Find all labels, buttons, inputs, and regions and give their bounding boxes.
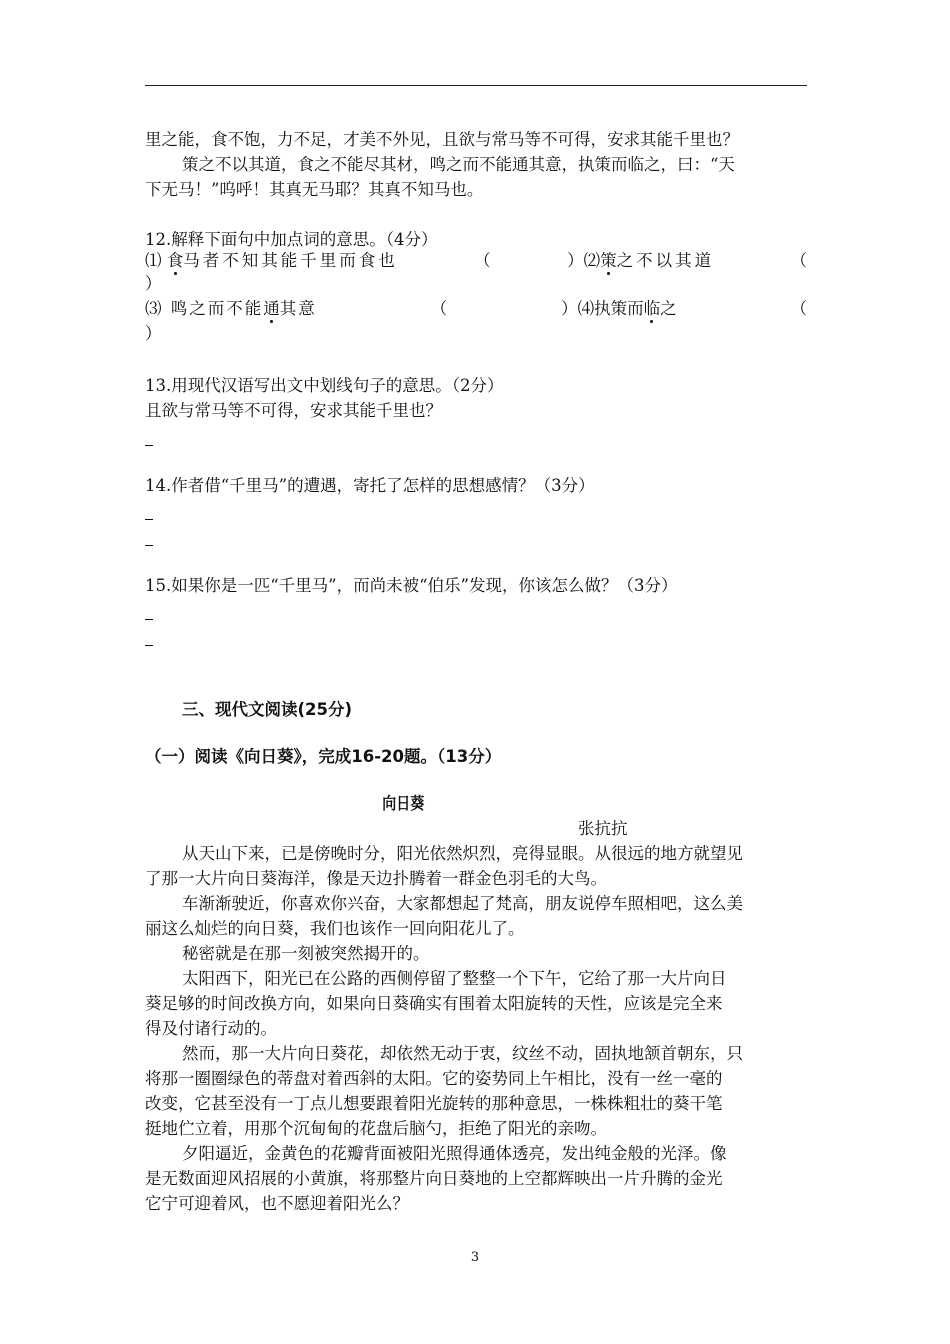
question-15-stem: 15.如果你是一匹“千里马”，而尚未被“伯乐”发现，你该怎么做？（3分） — [145, 576, 678, 595]
passage-line: 策之不以其道，食之不能尽其材，鸣之而不能通其意，执策而临之，曰：“天 — [182, 155, 735, 174]
dotted-char: 临 — [643, 299, 661, 318]
q12-paren-open: （ — [430, 299, 448, 318]
answer-blank[interactable] — [145, 445, 153, 446]
article-title: 向日葵 — [382, 794, 425, 813]
article-line: 夕阳逼近，金黄色的花瓣背面被阳光照得通体透亮，发出纯金般的光泽。像 — [182, 1144, 727, 1163]
passage-line: 里之能，食不饱，力不足，才美不外见，且欲与常马等不可得，安求其能千里也？ — [145, 130, 739, 149]
question-13-sentence: 且欲与常马等不可得，安求其能千里也？ — [145, 401, 442, 420]
q12-item-2: ）⑵策之不以其道 — [567, 251, 715, 270]
article-line: 改变，它甚至没有一丁点儿想要跟着阳光旋转的那种意思，一株株粗壮的葵干笔 — [145, 1094, 723, 1113]
q12-paren-open: （ — [790, 299, 807, 318]
q12-paren-open: （ — [790, 251, 807, 270]
article-line: 了那一大片向日葵海洋，像是天边扑腾着一群金色羽毛的大鸟。 — [145, 869, 607, 888]
article-line: 太阳西下，阳光已在公路的西侧停留了整整一个下午，它给了那一大片向日 — [182, 969, 727, 988]
question-12-row-2 — [145, 298, 807, 320]
question-13-stem: 13.用现代汉语写出文中划线句子的意思。（2分） — [145, 376, 504, 395]
article-line: 丽这么灿烂的向日葵，我们也该作一回向阳花儿了。 — [145, 919, 525, 938]
article-line: 车渐渐驶近，你喜欢你兴奋，大家都想起了梵高，朋友说停车照相吧，这么美 — [182, 894, 743, 913]
answer-blank[interactable] — [145, 645, 153, 646]
answer-blank[interactable] — [145, 545, 153, 546]
article-line: 得及付诸行动的。 — [145, 1019, 277, 1038]
q12-paren-open: （ — [474, 251, 491, 270]
dotted-char: 通 — [263, 299, 280, 318]
q12-item-3: ⑶ 鸣之而不能通其意 — [145, 299, 317, 318]
section-subheading: （一）阅读《向日葵》，完成16-20题。（13分） — [145, 747, 502, 766]
passage-line: 下无马！”呜呼！其真无马耶？其真不知马也。 — [145, 180, 484, 199]
question-12-row-1 — [145, 250, 807, 272]
q12-item-4: ）⑷执策而临之 — [561, 299, 677, 318]
answer-blank[interactable] — [145, 519, 153, 520]
article-line: 葵足够的时间改换方向，如果向日葵确实有围着太阳旋转的天性，应该是完全来 — [145, 994, 723, 1013]
article-line: 将那一圈圈绿色的蒂盘对着西斜的太阳。它的姿势同上午相比，没有一丝一毫的 — [145, 1069, 723, 1088]
dotted-char: 策 — [600, 251, 617, 270]
dotted-char: 食 — [166, 251, 184, 270]
q12-item-1: ⑴ 食马者不知其能千里而食也 — [145, 251, 398, 270]
section-heading: 三、现代文阅读(25分) — [182, 700, 353, 719]
page-number: 3 — [470, 1250, 480, 1265]
article-author: 张抗抗 — [578, 819, 628, 838]
header-rule — [145, 85, 807, 86]
answer-blank[interactable] — [145, 619, 153, 620]
q12-paren-close: ） — [145, 274, 162, 293]
question-12-stem: 12.解释下面句中加点词的意思。（4分） — [145, 230, 438, 249]
article-line: 是无数面迎风招展的小黄旗，将那整片向日葵地的上空都辉映出一片升腾的金光 — [145, 1169, 723, 1188]
article-line: 秘密就是在那一刻被突然揭开的。 — [182, 944, 430, 963]
question-14-stem: 14.作者借“千里马”的遭遇，寄托了怎样的思想感情？（3分） — [145, 476, 595, 495]
article-line: 它宁可迎着风，也不愿迎着阳光么？ — [145, 1194, 409, 1213]
article-line: 然而，那一大片向日葵花，却依然无动于衷，纹丝不动，固执地颔首朝东，只 — [182, 1044, 743, 1063]
q12-paren-close: ） — [145, 324, 162, 343]
article-line: 挺地伫立着，用那个沉甸甸的花盘后脑勺，拒绝了阳光的亲吻。 — [145, 1119, 607, 1138]
article-line: 从天山下来，已是傍晚时分，阳光依然炽烈，亮得显眼。从很远的地方就望见 — [182, 844, 743, 863]
